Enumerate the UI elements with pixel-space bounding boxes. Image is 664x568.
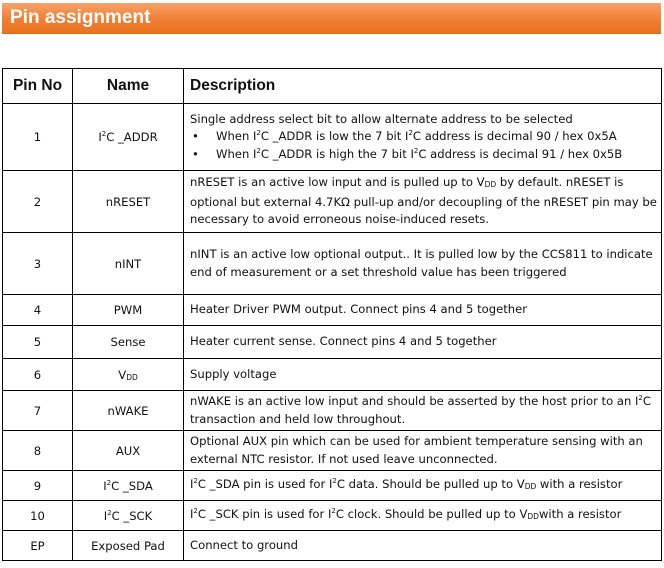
pin-name: nRESET	[73, 171, 184, 233]
pin-description: Supply voltage	[184, 359, 662, 391]
header-name: Name	[73, 69, 184, 104]
pin-number: 6	[3, 359, 73, 391]
table-row	[3, 471, 662, 501]
table-row	[3, 501, 662, 531]
pin-name: $I^2C$ _SDA	[73, 471, 184, 501]
pin-number: 10	[3, 501, 73, 531]
section-banner	[2, 3, 661, 34]
pin-name: VDD	[73, 359, 184, 391]
pin-name: Exposed Pad	[73, 531, 184, 561]
pin-description: Heater Driver PWM output. Connect pins 4 and 5 together	[184, 295, 662, 326]
pin-number: 1	[3, 104, 73, 171]
pin-description: Single address select bit to allow alternate address to be selected • When $I^2C$ _ADDR is low the 7 bit $I^2C$ address is decimal 90 / hex 0x5A • When $I^2C$ _ADDR is high the 7 bit $I^2C$ address is decimal 91 / hex 0x5B	[184, 104, 662, 171]
pin-description: Connect to ground	[184, 531, 662, 561]
table-row	[3, 233, 662, 295]
pin-description: $I^2C$ _SCK pin is used for $I^2C$ clock. Should be pulled up to VDDwith a resistor	[184, 501, 662, 531]
pin-number: 5	[3, 326, 73, 359]
header-pin-no: Pin No	[3, 69, 73, 104]
pin-description: nRESET is an active low input and is pulled up to VDD by default. nRESET is optional but external 4.7KΩ pull-up and/or decoupling of the nRESET pin may be necessary to avoid erroneous noise-induced resets.	[184, 171, 662, 233]
pin-description: $I^2C$ _SDA pin is used for $I^2C$ data. Should be pulled up to VDD with a resistor	[184, 471, 662, 501]
pin-description: nINT is an active low optional output.. It is pulled low by the CCS811 to indicate end of measurement or a set threshold value has been triggered	[184, 233, 662, 295]
pin-name: $I^2C$ _SCK	[73, 501, 184, 531]
pin-name: nWAKE	[73, 391, 184, 431]
pin-number: EP	[3, 531, 73, 561]
table-row	[3, 431, 662, 471]
pin-number: 7	[3, 391, 73, 431]
pin-name: Sense	[73, 326, 184, 359]
pin-name: AUX	[73, 431, 184, 471]
table-row	[3, 104, 662, 171]
pin-description: nWAKE is an active low input and should be asserted by the host prior to an $I^2C$ transaction and held low throughout.	[184, 391, 662, 431]
table-row	[3, 531, 662, 561]
table-row	[3, 391, 662, 431]
bullet-item: • When $I^2C$ _ADDR is low the 7 bit $I^2C$ address is decimal 90 / hex 0x5A	[190, 128, 657, 146]
pin-number: 8	[3, 431, 73, 471]
table-header-row	[3, 69, 662, 104]
pin-name: nINT	[73, 233, 184, 295]
table-row	[3, 359, 662, 391]
table-row	[3, 171, 662, 233]
pin-assignment-table	[2, 68, 662, 561]
pin-number: 2	[3, 171, 73, 233]
pin-description: Heater current sense. Connect pins 4 and 5 together	[184, 326, 662, 359]
pin-name: PWM	[73, 295, 184, 326]
pin-name: $I^2C$ _ADDR	[73, 104, 184, 171]
pin-description: Optional AUX pin which can be used for ambient temperature sensing with an external NTC resistor. If not used leave unconnected.	[184, 431, 662, 471]
section-title: Pin assignment	[10, 7, 151, 28]
i2c-label: $I^2C$	[98, 130, 115, 144]
pin-number: 9	[3, 471, 73, 501]
pin-number: 4	[3, 295, 73, 326]
table-row	[3, 326, 662, 359]
bullet-item: • When $I^2C$ _ADDR is high the 7 bit $I^2C$ address is decimal 91 / hex 0x5B	[190, 146, 657, 164]
pin-number: 3	[3, 233, 73, 295]
header-description: Description	[184, 69, 662, 104]
table-row	[3, 295, 662, 326]
